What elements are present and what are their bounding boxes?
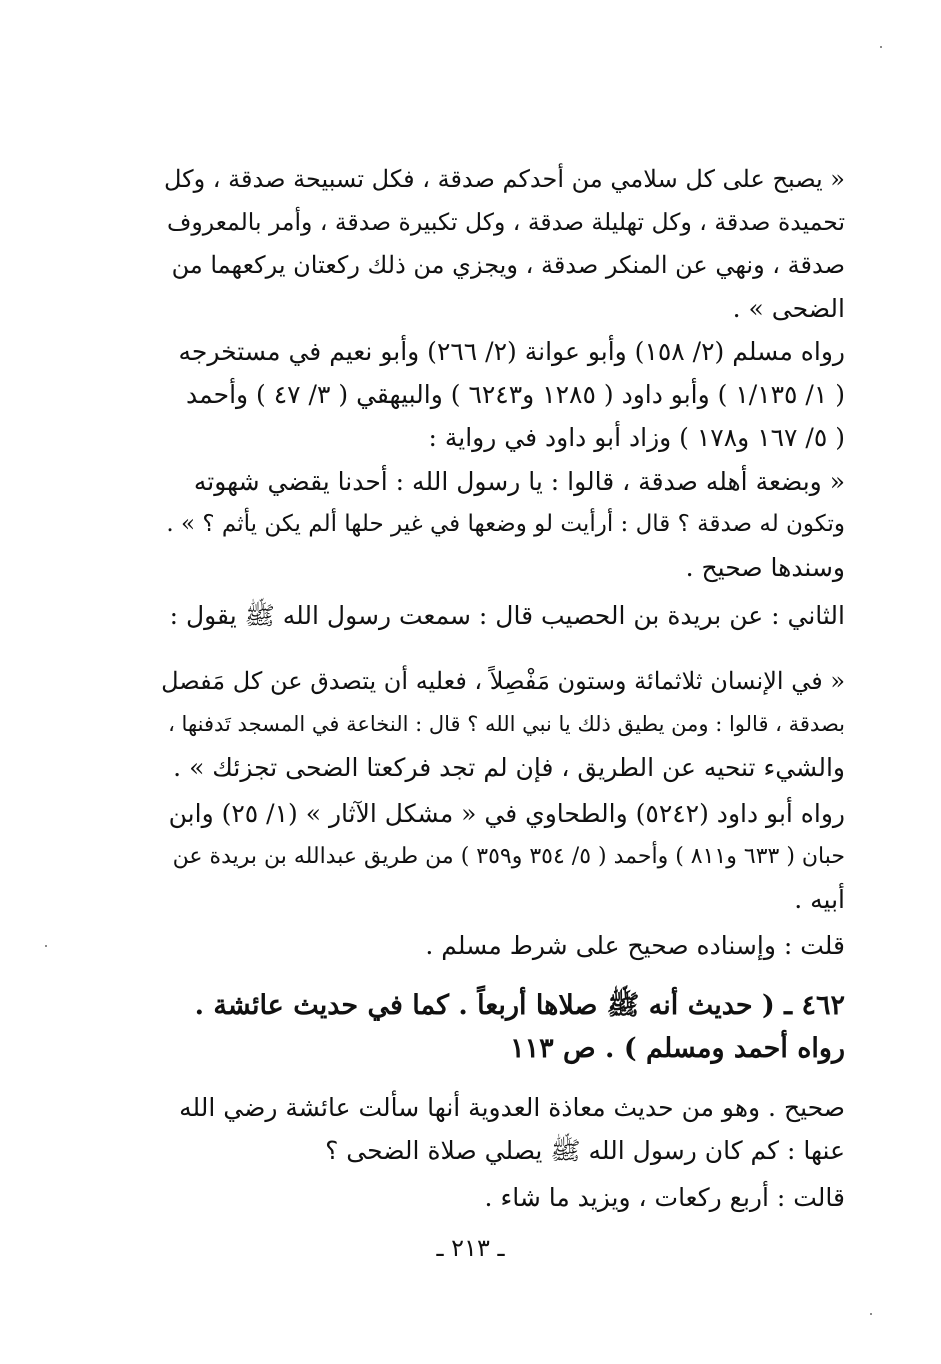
text-line: صحيح . وهو من حديث معاذة العدوية أنها سألت عائشة رضي الله [179, 1093, 845, 1122]
text-line: رواه أحمد ومسلم ) . ص ١١٣ [510, 1033, 845, 1064]
text-line: تحميدة صدقة ، وكل تهليلة صدقة ، وكل تكبيرة صدقة ، وأمر بالمعروف [167, 208, 845, 236]
hadith-text-paragraph [160, 158, 845, 330]
text-line: والشيء تنحيه عن الطريق ، فإن لم تجد فركعتا الضحى تجزئك » . [173, 753, 845, 782]
page-number: ـ ٢١٣ ـ [436, 1234, 505, 1262]
text-line: قالت : أربع ركعات ، ويزيد ما شاء . [484, 1183, 845, 1212]
text-line: قلت : وإسناده صحيح على شرط مسلم . [425, 931, 845, 960]
addition-paragraph [160, 460, 845, 589]
second-takhrij-paragraph [160, 792, 845, 921]
scan-speck [870, 1313, 872, 1315]
text-line: الثاني : عن بريدة بن الحصيب قال : سمعت رسول الله ﷺ يقول : [169, 601, 845, 630]
text-line: ( ١/ ١/١٣٥ ) وأبو داود ( ١٢٨٥ و٦٢٤٣ ) والبيهقي ( ٣/ ٤٧ ) وأحمد [186, 380, 845, 409]
text-line: وتكون له صدقة ؟ قال : أرأيت لو وضعها في غير حلها ألم يكن يأثم ؟ » . [166, 511, 845, 537]
scan-speck [880, 46, 882, 48]
text-line: ٤٦٢ ـ ( حديث أنه ﷺ صلاها أربعاً . كما في حديث عائشة . [194, 990, 845, 1021]
text-line: رواه مسلم (٢/ ١٥٨) وأبو عوانة (٢/ ٢٦٦) وأبو نعيم في مستخرجه [178, 337, 845, 366]
text-line: ( ٥/ ١٦٧ و١٧٨ ) وزاد أبو داود في رواية : [428, 423, 845, 452]
text-line: صدقة ، ونهي عن المنكر صدقة ، ويجزي من ذلك ركعتان يركعهما من [171, 251, 845, 279]
text-line: حبان ( ٦٣٣ و٨١١ ) وأحمد ( ٥/ ٣٥٤ و٣٥٩ ) من طريق عبدالله بن بريدة عن [172, 844, 845, 869]
text-line: عنها : كم كان رسول الله ﷺ يصلي صلاة الضحى ؟ [325, 1136, 845, 1165]
hadith-462-heading [160, 984, 845, 1070]
second-hadith-paragraph [160, 660, 845, 789]
text-line: الضحى » . [732, 294, 845, 323]
second-narration-intro [160, 594, 845, 637]
scan-speck [45, 945, 47, 947]
text-line: « يصبح على كل سلامي من أحدكم صدقة ، فكل تسبيحة صدقة ، وكل [163, 165, 845, 193]
author-comment [160, 924, 845, 967]
takhrij-paragraph [160, 330, 845, 459]
text-line: بصدقة ، قالوا : ومن يطيق ذلك يا نبي الله ؟ قال : النخاعة في المسجد تَدفنها ، [168, 712, 845, 736]
text-line: « في الإنسان ثلاثمائة وستون مَفْصِلاً ، فعليه أن يتصدق عن كل مَفصل [161, 667, 845, 695]
final-line [160, 1176, 845, 1219]
ruling-paragraph [160, 1086, 845, 1172]
text-line: رواه أبو داود (٥٢٤٢) والطحاوي في « مشكل الآثار » (١/ ٢٥) وابن [168, 799, 845, 828]
text-line: « وبضعة أهله صدقة ، قالوا : يا رسول الله : أحدنا يقضي شهوته [193, 467, 845, 496]
text-line: وسندها صحيح . [685, 553, 845, 582]
text-line: أبيه . [794, 885, 845, 914]
